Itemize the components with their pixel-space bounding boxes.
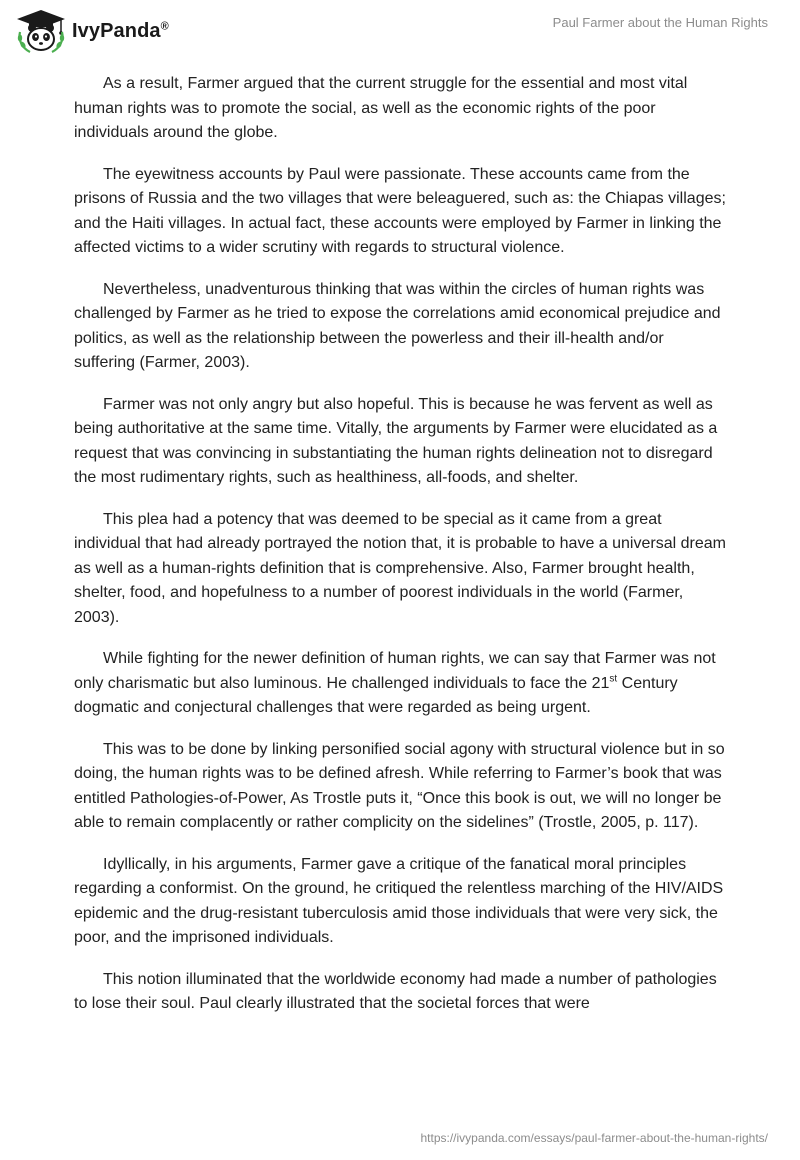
brand-name-text: IvyPanda bbox=[72, 19, 161, 42]
brand-name bbox=[72, 20, 169, 43]
paragraph: The eyewitness accounts by Paul were passionate. These accounts came from the prisons of Russia and the two villages that were beleaguered, such as: the Chiapas villages; and the Haiti villages. In actual fact, these accounts were employed by Farmer in linking the affected victims to a wider scrutiny with regards to structural violence. bbox=[74, 165, 726, 256]
source-url[interactable]: https://ivypanda.com/essays/paul-farmer-about-the-human-rights/ bbox=[420, 1131, 768, 1145]
paragraph bbox=[74, 647, 726, 721]
paragraph: Farmer was not only angry but also hopeful. This is because he was fervent as well as being authoritative at the same time. Vitally, the arguments by Farmer were elucidated as a request that was convincing in substantiating the human rights delineation not to disregard the most rudimentary rights, such as healthiness, all-foods, and shelter. bbox=[74, 395, 718, 486]
paragraph-text: Century dogmatic and conjectural challenges that were regarded as being urgent. bbox=[74, 674, 678, 716]
paragraph: This plea had a potency that was deemed to be special as it came from a great individual that had already portrayed the notion that, it is probable to have a universal dream as well as a human-rights definition that is comprehensive. Also, Farmer brought health, shelter, food, and hopefulness to a number of poorest individuals in the world (Farmer, 2003). bbox=[74, 510, 726, 626]
essay-body bbox=[74, 72, 726, 1034]
registered-mark: ® bbox=[160, 19, 169, 32]
brand-logo[interactable] bbox=[14, 8, 169, 54]
paragraph: This notion illuminated that the worldwide economy had made a number of pathologies to lose their soul. Paul clearly illustrated that the societal forces that were bbox=[74, 970, 717, 1012]
paragraph: As a result, Farmer argued that the current struggle for the essential and most vital human rights was to promote the social, as well as the economic rights of the poor individuals around the globe. bbox=[74, 75, 688, 141]
panda-graduate-icon bbox=[14, 8, 68, 54]
document-title: Paul Farmer about the Human Rights bbox=[552, 15, 768, 30]
paragraph-text: While fighting for the newer definition of human rights, we can say that Farmer was not only charismatic but also luminous. He challenged individuals to face the 21 bbox=[74, 650, 716, 692]
paragraph: Nevertheless, unadventurous thinking that was within the circles of human rights was challenged by Farmer as he tried to expose the correlations amid economical prejudice and politics, as well as the relationship between the powerless and their ill-health and/or suffering (Farmer, 2003). bbox=[74, 280, 721, 371]
ordinal-suffix: st bbox=[609, 673, 618, 685]
paragraph: This was to be done by linking personified social agony with structural violence but in so doing, the human rights was to be defined afresh. While referring to Farmer’s book that was entitled Pathologies-of-Power, As Trostle puts it, “Once this book is out, we will no longer be able to remain complacently or rather complicity on the sidelines” (Trostle, 2005, p. 117). bbox=[74, 740, 725, 831]
page-header bbox=[0, 0, 800, 60]
paragraph: Idyllically, in his arguments, Farmer gave a critique of the fanatical moral principles regarding a conformist. On the ground, he critiqued the relentless marching of the HIV/AIDS epidemic and the drug-resistant tuberculosis amid those individuals that were very sick, the poor, and the imprisoned individuals. bbox=[74, 855, 724, 946]
